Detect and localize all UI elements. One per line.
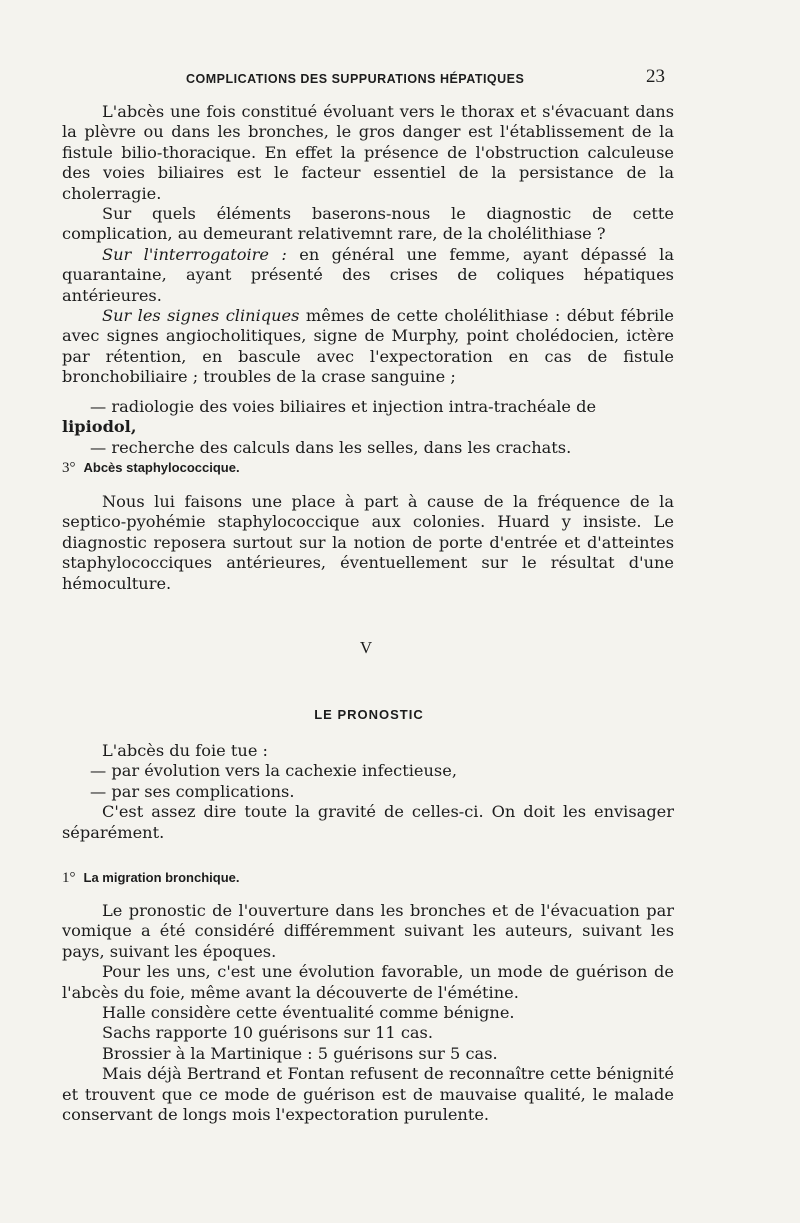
- dash-list-exams: [62, 397, 674, 458]
- text-block-pronostic: [62, 741, 674, 843]
- paragraph-text: mêmes de cette cholélithiase : début fébrile avec signes angiocholitiques, signe de Murphy, point cholédocien, ictère par rétention, en bascule avec l'expectoration en cas de fistule bronchobiliaire ; troubles de la crase sanguine ;: [62, 306, 674, 387]
- section-heading-staphylococcique: [62, 460, 240, 477]
- emphasis: Sur les signes cliniques: [102, 306, 300, 326]
- paragraph: [62, 245, 674, 306]
- page-number: 23: [646, 66, 665, 87]
- list-item: — par évolution vers la cachexie infectieuse,: [90, 761, 457, 781]
- paragraph: Halle considère cette éventualité comme bénigne.: [102, 1003, 515, 1023]
- list-item-continuation: lipiodol,: [62, 417, 137, 437]
- running-title: COMPLICATIONS DES SUPPURATIONS HÉPATIQUES: [186, 72, 525, 86]
- list-item: — par ses complications.: [90, 781, 295, 801]
- paragraph: L'abcès du foie tue :: [102, 741, 268, 760]
- paragraph: Sachs rapporte 10 guérisons sur 11 cas.: [102, 1023, 433, 1043]
- section-number: 1°: [62, 870, 76, 886]
- section-heading-migration: [62, 870, 240, 887]
- text-block-staphylococcique: [62, 492, 674, 594]
- paragraph: Brossier à la Martinique : 5 guérisons sur 5 cas.: [102, 1043, 498, 1063]
- paragraph: C'est assez dire toute la gravité de celles-ci. On doit les envisager séparément.: [62, 802, 674, 842]
- section-title: Abcès staphylococcique.: [83, 460, 240, 475]
- paragraph: Sur quels éléments baserons-nous le diagnostic de cette complication, au demeurant relativemnt rare, de la cholélithiase ?: [62, 204, 674, 244]
- section-number: 3°: [62, 460, 76, 476]
- paragraph-text: en général une femme, ayant dépassé la quarantaine, ayant présenté des crises de coliques hépatiques antérieures.: [62, 244, 674, 305]
- list-item: — recherche des calculs dans les selles, dans les crachats.: [90, 437, 572, 457]
- paragraph: L'abcès une fois constitué évoluant vers le thorax et s'évacuant dans la plèvre ou dans les bronches, le gros danger est l'établissement de la fistule bilio-thoracique. En effet la présence de l'obstruction calculeuse des voies biliaires est le facteur essentiel de la persistance de la cholerragie.: [62, 102, 674, 203]
- paragraph: Pour les uns, c'est une évolution favorable, un mode de guérison de l'abcès du foie, même avant la découverte de l'émétine.: [62, 962, 674, 1002]
- text-block-migration: [62, 901, 674, 1125]
- section-title: La migration bronchique.: [83, 870, 240, 885]
- emphasis: Sur l'interrogatoire :: [102, 244, 287, 264]
- paragraph: [62, 306, 674, 388]
- paragraph: Nous lui faisons une place à part à cause de la fréquence de la septico-pyohémie staphylococcique aux colonies. Huard y insiste. Le diagnostic reposera surtout sur la notion de porte d'entrée et d'atteintes staphylococciques antérieures, éventuellement sur le résultat d'une hémoculture.: [62, 492, 674, 593]
- paragraph: Mais déjà Bertrand et Fontan refusent de reconnaître cette bénignité et trouvent que ce mode de guérison est de mauvaise qualité, le malade conservant de longs mois l'expectoration purulente.: [62, 1064, 674, 1125]
- chapter-number: V: [359, 638, 373, 657]
- paragraph: Le pronostic de l'ouverture dans les bronches et de l'évacuation par vomique a été considéré différemment suivant les auteurs, suivant les pays, suivant les époques.: [62, 901, 674, 961]
- list-item: — radiologie des voies biliaires et injection intra-trachéale de: [90, 397, 597, 416]
- chapter-title: LE PRONOSTIC: [314, 707, 424, 722]
- text-block-diagnostic: [62, 102, 674, 388]
